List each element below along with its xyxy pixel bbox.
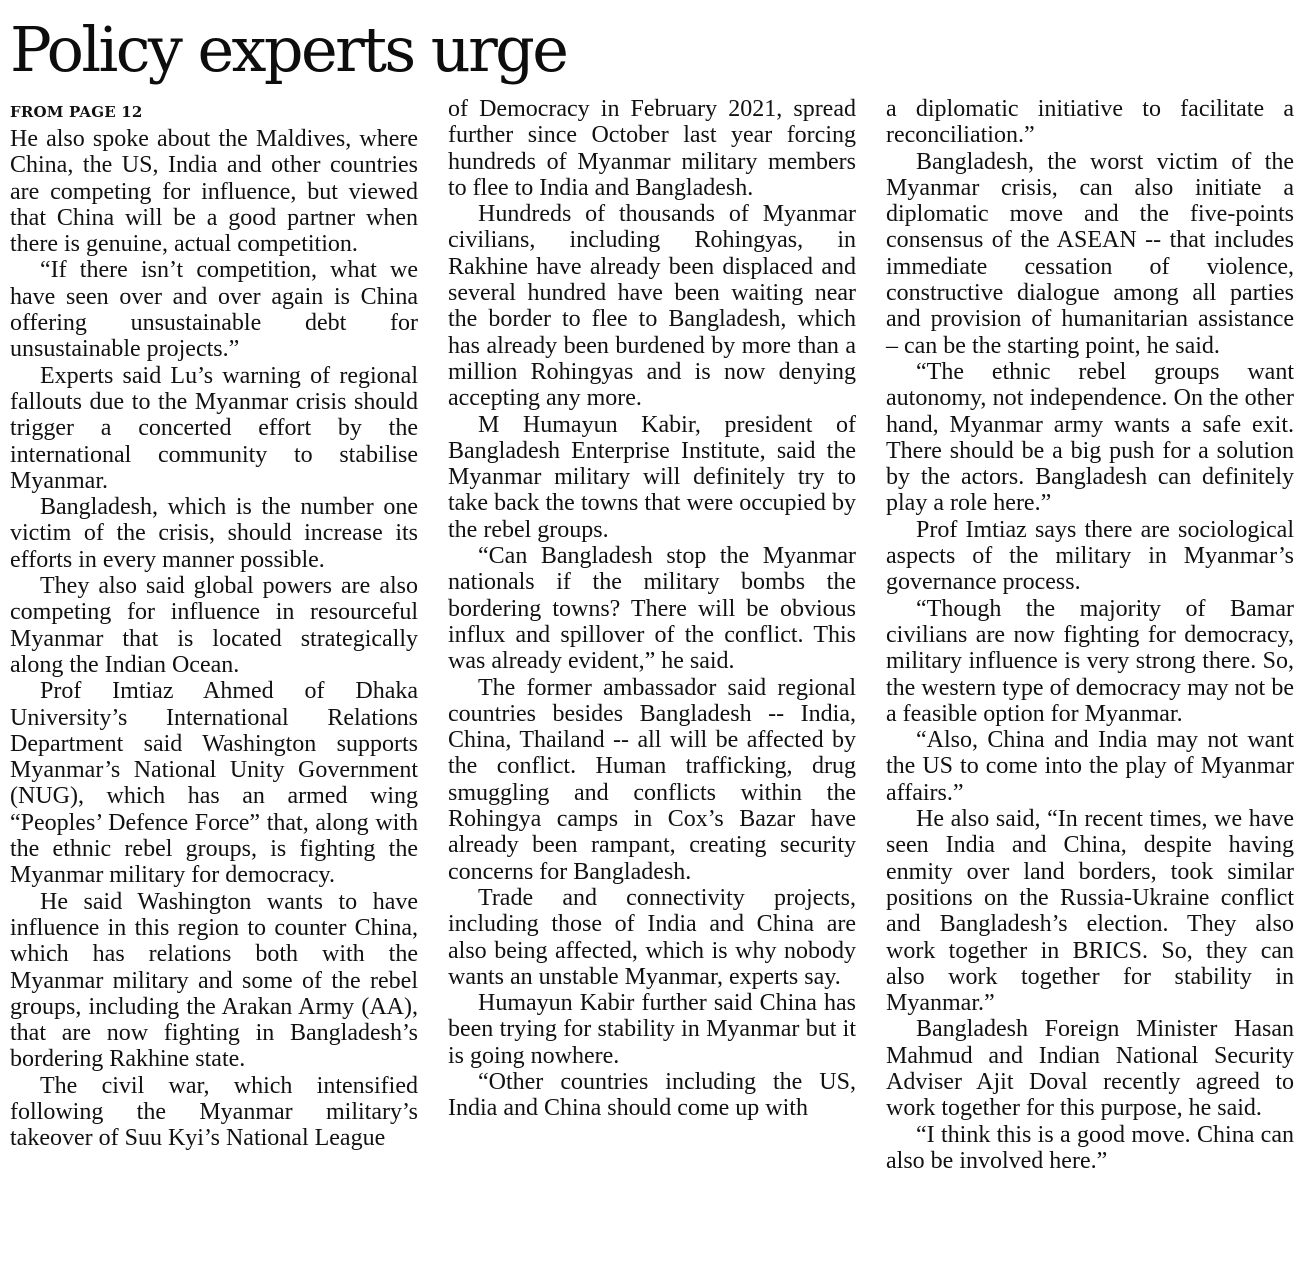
paragraph: They also said global powers are also competing for influence in resourceful Myanmar that is located strategically along the Indian Ocean. [10,573,418,678]
headline: Policy experts urge [10,13,567,86]
paragraph: Bangladesh, which is the number one victim of the crisis, should increase its efforts in every manner possible. [10,494,418,573]
paragraph: “Other countries including the US, India and China should come up with [448,1068,856,1122]
paragraph: “Also, China and India may not want the US to come into the play of Myanmar affairs.” [886,727,1294,806]
paragraph: The former ambassador said regional countries besides Bangladesh -- India, China, Thailand -- all will be affected by the conflict. Human trafficking, drug smuggling and conflicts within the Rohingya camps in Cox’s Bazar have already been rampant, creating security concerns for Bangladesh. [448,674,856,885]
paragraph: The civil war, which intensified following the Myanmar military’s takeover of Suu Kyi’s National League [10,1072,418,1152]
paragraph: “If there isn’t competition, what we have seen over and over again is China offering unsustainable debt for unsustainable projects.” [10,257,418,363]
paragraph: a diplomatic initiative to facilitate a reconciliation.” [886,96,1294,149]
paragraph: Trade and connectivity projects, including those of India and China are also being affected, which is why nobody wants an unstable Myanmar, experts say. [448,884,856,990]
paragraph: He also spoke about the Maldives, where China, the US, India and other countries are competing for influence, but viewed that China will be a good partner when there is genuine, actual competition. [10,126,418,258]
paragraph: Hundreds of thousands of Myanmar civilians, including Rohingyas, in Rakhine have already been displaced and several hundred have been waiting near the border to flee to Bangladesh, which has already been burdened by more than a million Rohingyas and is now denying accepting any more. [448,201,856,412]
paragraph: Experts said Lu’s warning of regional fallouts due to the Myanmar crisis should trigger a concerted effort by the international community to stabilise Myanmar. [10,362,418,494]
paragraph: Prof Imtiaz Ahmed of Dhaka University’s International Relations Department said Washington supports Myanmar’s National Unity Government (NUG), which has an armed wing “Peoples’ Defence Force” that, along with the ethnic rebel groups, is fighting the Myanmar military for democracy. [10,678,418,889]
paragraph: “I think this is a good move. China can also be involved here.” [886,1121,1294,1174]
jump-kicker: FROM PAGE 12 [10,103,143,121]
paragraph: M Humayun Kabir, president of Bangladesh Enterprise Institute, said the Myanmar military will definitely try to take back the towns that were occupied by the rebel groups. [448,411,856,543]
paragraph: of Democracy in February 2021, spread further since October last year forcing hundreds of Myanmar military members to flee to India and Bangladesh. [448,96,856,201]
paragraph: He said Washington wants to have influence in this region to counter China, which has relations both with the Myanmar military and some of the rebel groups, including the Arakan Army (AA), that are now fighting in Bangladesh’s bordering Rakhine state. [10,888,418,1073]
article-column-2 [448,96,856,1122]
article-column-1 [10,96,418,1152]
paragraph: “Can Bangladesh stop the Myanmar nationals if the military bombs the bordering towns? There will be obvious influx and spillover of the conflict. This was already evident,” he said. [448,543,856,675]
paragraph: “Though the majority of Bamar civilians are now fighting for democracy, military influence is very strong there. So, the western type of democracy may not be a feasible option for Myanmar. [886,595,1294,727]
paragraph: Prof Imtiaz says there are sociological aspects of the military in Myanmar’s governance process. [886,516,1294,596]
paragraph: Bangladesh, the worst victim of the Myanmar crisis, can also initiate a diplomatic move and the five-points consensus of the ASEAN -- that includes immediate cessation of violence, constructive dialogue among all parties and provision of humanitarian assistance – can be the starting point, he said. [886,148,1294,359]
paragraph: Bangladesh Foreign Minister Hasan Mahmud and Indian National Security Adviser Ajit Doval recently agreed to work together for this purpose, he said. [886,1016,1294,1122]
article-column-3 [886,96,1294,1174]
paragraph: “The ethnic rebel groups want autonomy, not independence. On the other hand, Myanmar army wants a safe exit. There should be a big push for a solution by the actors. Bangladesh can definitely play a role here.” [886,358,1294,517]
paragraph: He also said, “In recent times, we have seen India and China, despite having enmity over land borders, took similar positions on the Russia-Ukraine conflict and Bangladesh’s election. They also work together in BRICS. So, they can also work together for stability in Myanmar.” [886,806,1294,1017]
paragraph: Humayun Kabir further said China has been trying for stability in Myanmar but it is going nowhere. [448,990,856,1069]
